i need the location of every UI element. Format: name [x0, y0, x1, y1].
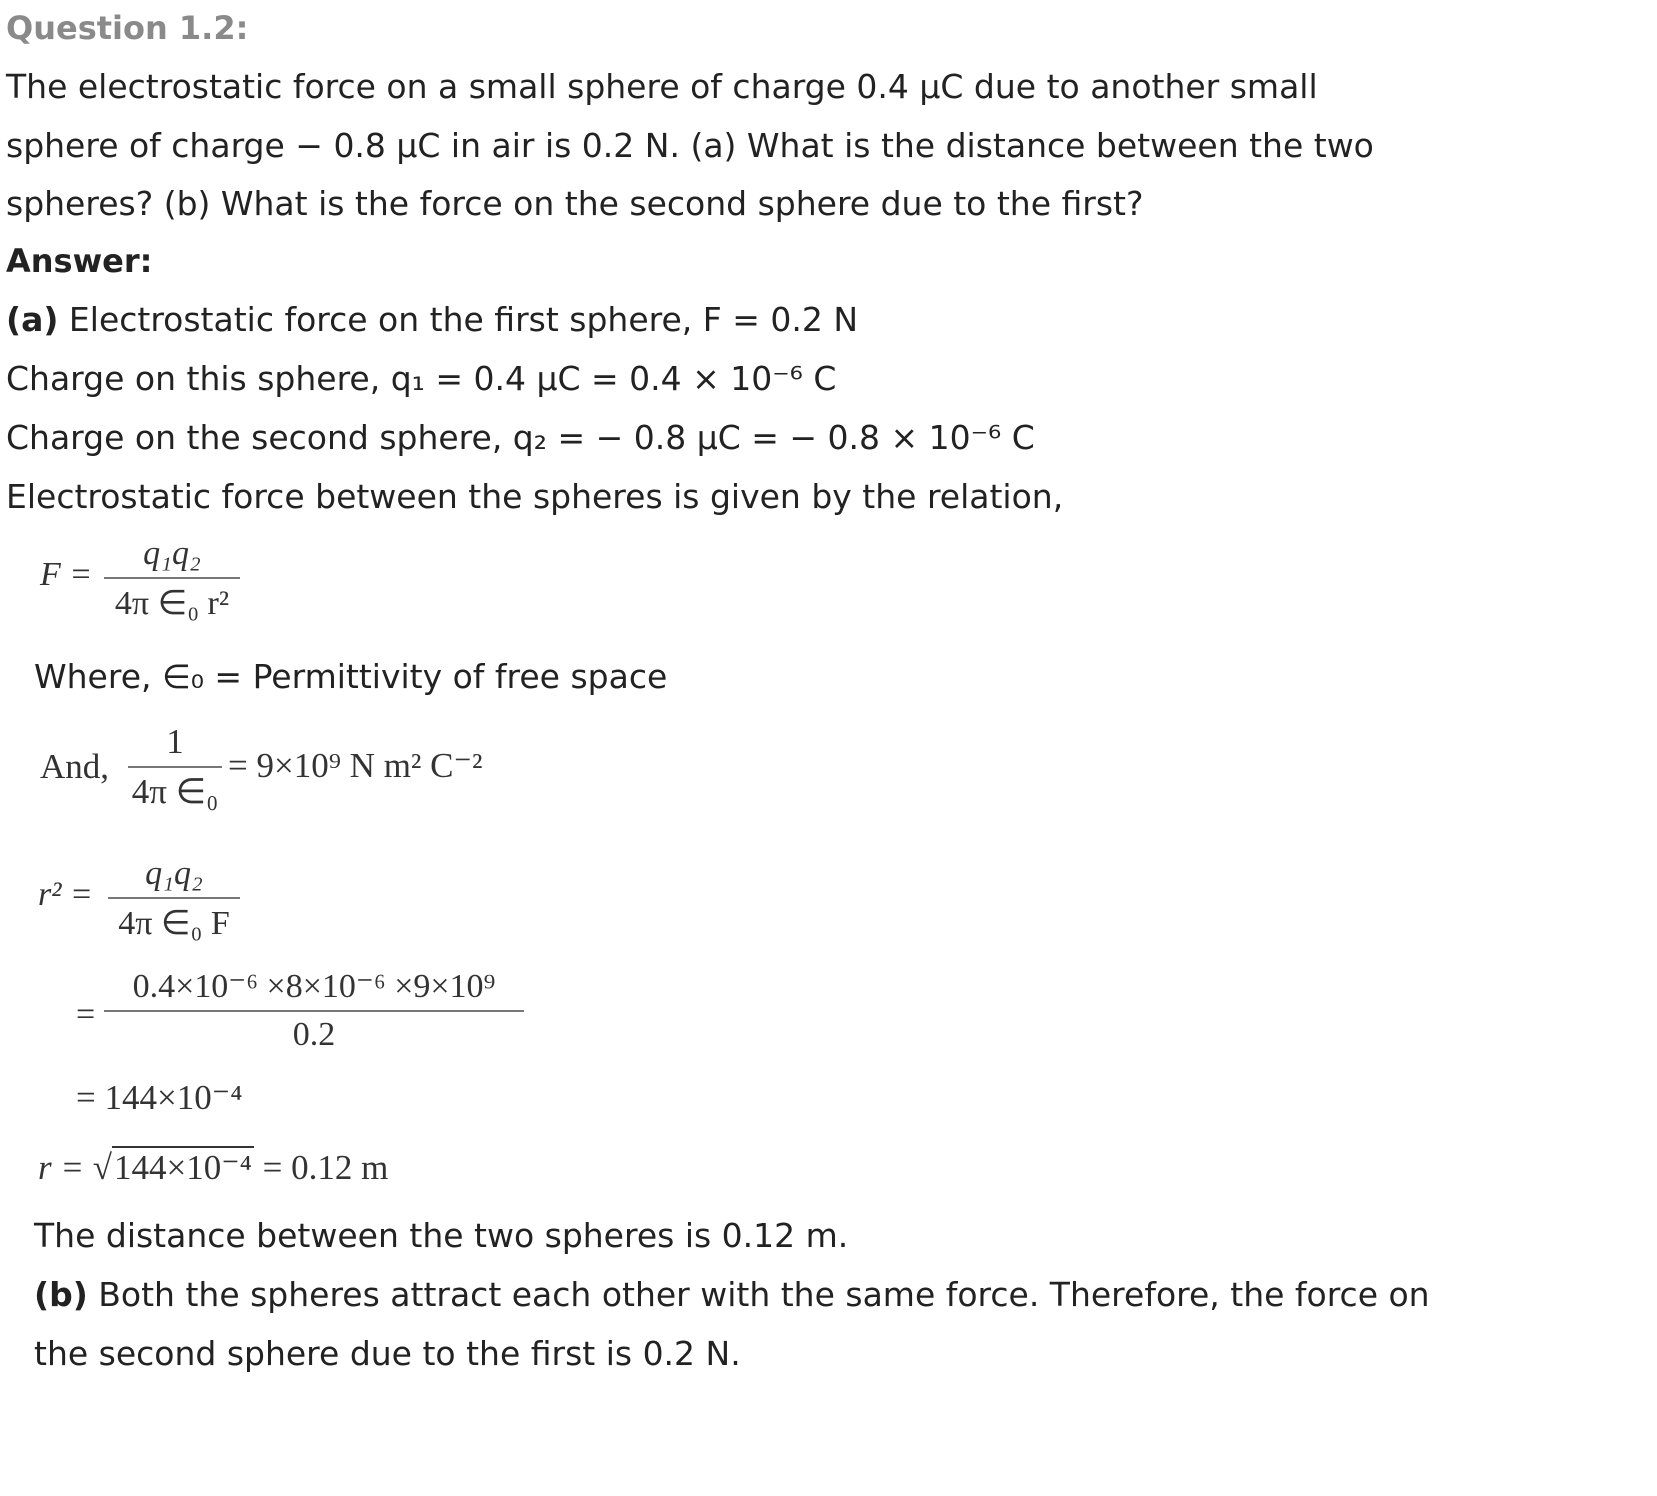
part-a-label: (a)	[6, 300, 59, 339]
part-b-line-2: the second sphere due to the first is 0.2 N.	[34, 1334, 741, 1373]
eq6-radicand: 144×10⁻⁴	[113, 1148, 252, 1187]
eq6-rhs: = 0.12 m	[253, 1148, 389, 1187]
eq1-fraction-bar	[104, 577, 240, 579]
eq4-numerator: 0.4×10⁻⁶ ×8×10⁻⁶ ×9×10⁹	[132, 968, 496, 1005]
part-b-line-1	[34, 1275, 1430, 1314]
eq3-fraction-bar	[108, 897, 240, 899]
and-label: And,	[40, 747, 110, 786]
eq2-denominator: 4π ∈₀	[131, 772, 219, 811]
part-a-line	[6, 300, 859, 339]
eq2-fraction-bar	[128, 766, 222, 768]
eq1-denominator: 4π ∈₀ r²	[114, 585, 230, 622]
eq1-numerator: q₁q₂	[143, 535, 201, 572]
eq4-denominator: 0.2	[292, 1016, 336, 1053]
eq3-denominator: 4π ∈₀ F	[118, 905, 230, 942]
eq6-lhs: r = √	[38, 1148, 112, 1187]
eq3-fraction	[108, 855, 240, 943]
where-line: Where, ∈₀ = Permittivity of free space	[34, 657, 668, 696]
eq1-lhs: F =	[40, 556, 93, 593]
relation-line: Electrostatic force between the spheres is given by the relation,	[6, 477, 1064, 516]
question-heading: Question 1.2:	[6, 9, 249, 47]
eq4-lhs: =	[76, 996, 96, 1033]
question-text-line-2: sphere of charge − 0.8 μC in air is 0.2 N. (a) What is the distance between the two	[6, 126, 1374, 165]
eq3-numerator: q₁q₂	[145, 855, 203, 892]
eq6	[38, 1148, 388, 1188]
eq1-fraction	[104, 535, 240, 623]
eq5: = 144×10⁻⁴	[76, 1078, 243, 1117]
eq2-numerator: 1	[166, 722, 184, 761]
distance-line: The distance between the two spheres is 0.12 m.	[34, 1216, 849, 1255]
eq4-fraction	[104, 966, 524, 1054]
answer-heading: Answer:	[6, 242, 153, 280]
q2-line: Charge on the second sphere, q₂ = − 0.8 μC = − 0.8 × 10⁻⁶ C	[6, 418, 1035, 457]
eq2-rhs: = 9×10⁹ N m² C⁻²	[228, 746, 483, 785]
question-text-line-3: spheres? (b) What is the force on the second sphere due to the first?	[6, 184, 1144, 223]
part-b-label: (b)	[34, 1275, 88, 1314]
part-a-text: Electrostatic force on the first sphere, F = 0.2 N	[58, 300, 859, 339]
eq2-fraction	[128, 722, 222, 812]
q1-line: Charge on this sphere, q₁ = 0.4 μC = 0.4 × 10⁻⁶ C	[6, 359, 837, 398]
question-text-line-1: The electrostatic force on a small sphere of charge 0.4 μC due to another small	[6, 67, 1318, 106]
eq4-fraction-bar	[104, 1010, 524, 1012]
eq3-lhs: r² =	[38, 876, 93, 913]
part-b-text-1: Both the spheres attract each other with the same force. Therefore, the force on	[87, 1275, 1430, 1314]
